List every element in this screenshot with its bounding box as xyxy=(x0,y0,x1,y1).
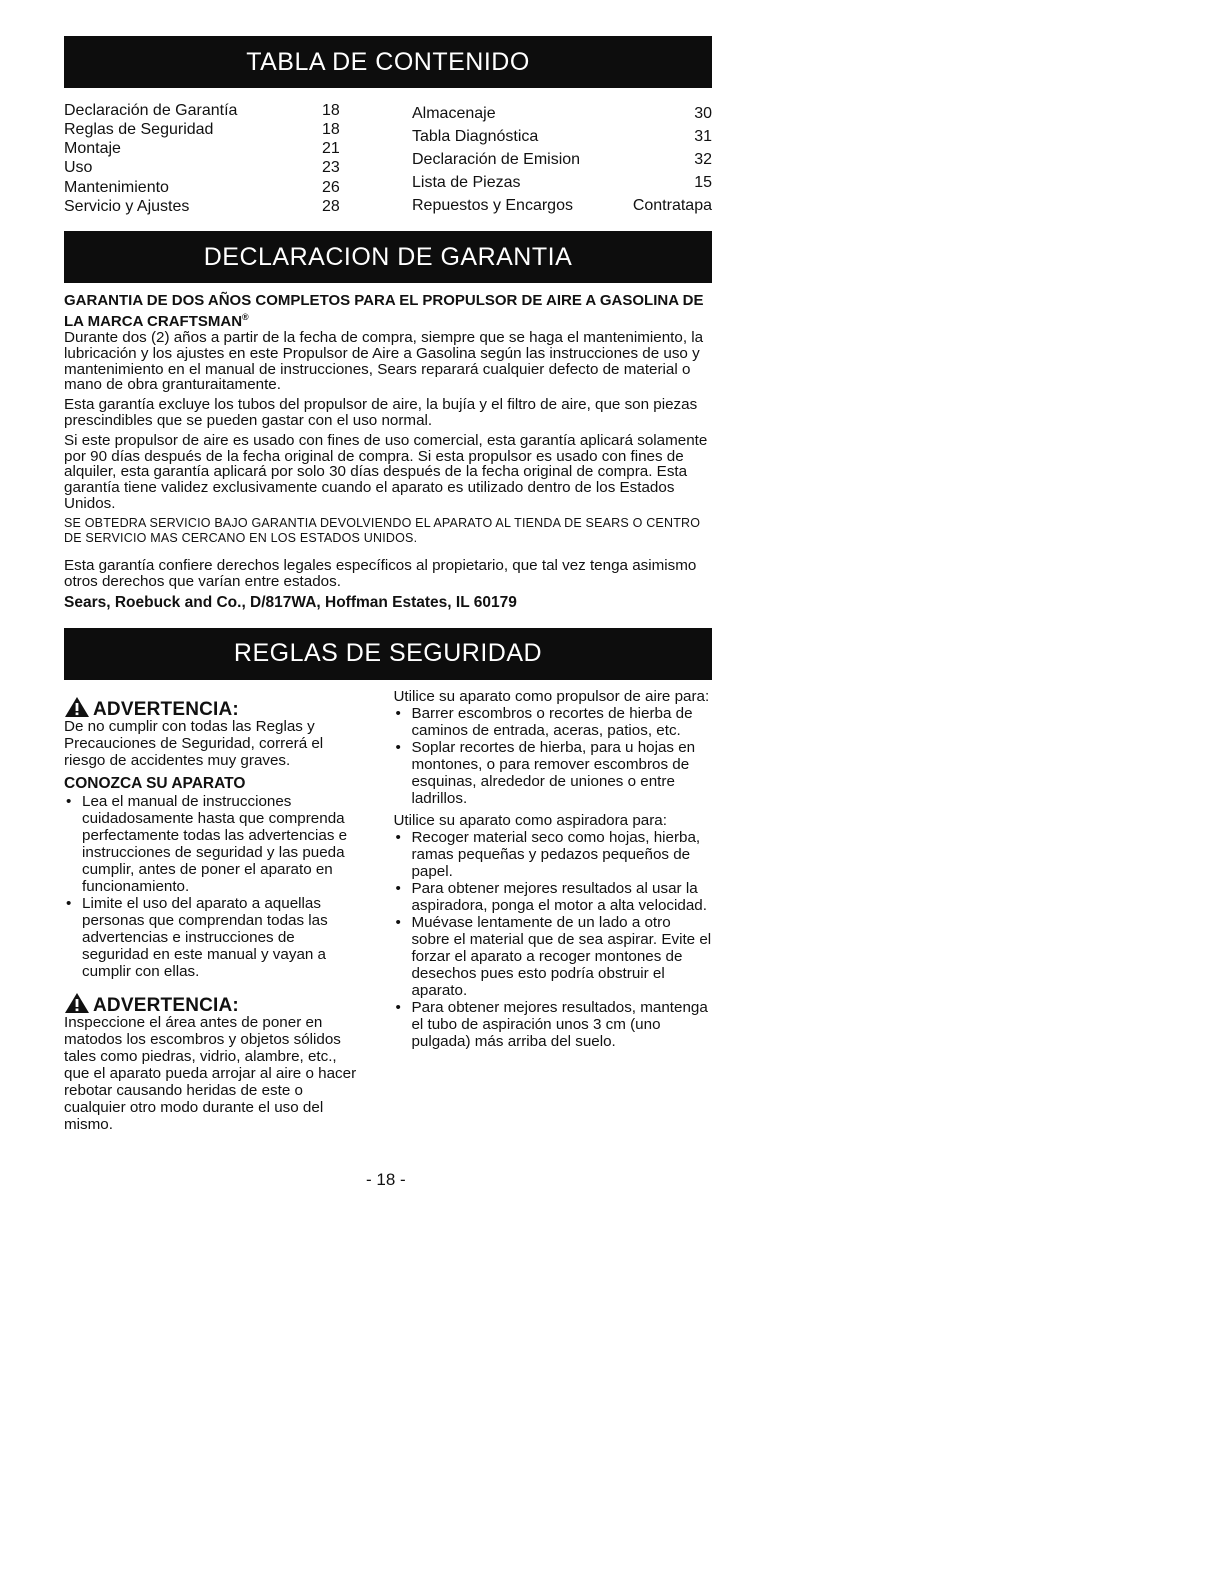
warning-label: ADVERTENCIA: xyxy=(93,698,239,720)
warranty-paragraph: Esta garantía excluye los tubos del propulsor de aire, la bujía y el filtro de aire, que son piezas prescindibles que se pueden gastar con el uso normal. xyxy=(64,396,698,429)
warning-triangle-icon xyxy=(64,992,90,1014)
toc-entry-title[interactable]: Declaración de Garantía xyxy=(64,102,238,119)
list-item: • Barrer escombros o recortes de hierba de caminos de entrada, aceras, patios, etc. xyxy=(393,705,712,739)
list-item: • Limite el uso del aparato a aquellas personas que comprendan todas las advertencias e instrucciones de seguridad en este manual y vayan a cumplir con ellas. xyxy=(64,895,357,980)
warranty-service-note: SE OBTEDRA SERVICIO BAJO GARANTIA DEVOLVIENDO EL APARATO AL TIENDA DE SEARS O CENTRO DE SERVICIO MAS CERCANO EN LOS ESTADOS UNIDOS. xyxy=(64,515,701,545)
toc-entry-page: 30 xyxy=(694,105,712,122)
toc-entry-title[interactable]: Reglas de Seguridad xyxy=(64,121,214,139)
warranty-paragraph: Durante dos (2) años a partir de la fecha de compra, siempre que se haga el mantenimiento, la lubricación y los ajustes en este Propulsor de Aire a Gasolina según las instrucciones de uso y mantenimiento en el manual de instrucciones, Sears reparará cualquier defecto de material o mano de obra granturaitamente. xyxy=(64,329,704,394)
toc-entry-title[interactable]: Montaje xyxy=(64,140,121,158)
toc-entry-page: 26 xyxy=(322,178,340,196)
toc-entry-page: 23 xyxy=(322,159,340,177)
safety-left-column xyxy=(64,684,357,1133)
warning-header xyxy=(64,696,357,718)
warning-text: De no cumplir con todas las Reglas y Precauciones de Seguridad, correrá el riesgo de accidentes muy graves. xyxy=(64,717,324,769)
toc-entry-title[interactable]: Servicio y Ajustes xyxy=(64,197,190,215)
toc-entry-title[interactable]: Lista de Piezas xyxy=(412,174,521,191)
toc-entry-page: 31 xyxy=(694,128,712,145)
toc-entry-title[interactable]: Repuestos y Encargos xyxy=(412,197,573,214)
toc-banner xyxy=(64,36,712,88)
safety-right-column xyxy=(393,688,712,1133)
know-heading: CONOZCA SU APARATO xyxy=(64,774,246,792)
safety-title: REGLAS DE SEGURIDAD xyxy=(233,639,543,668)
vacuum-list xyxy=(393,829,712,1050)
list-item: • Soplar recortes de hierba, para u hojas en montones, o para remover escombros de esquinas, alrededor de uniones o entre ladrillos. xyxy=(393,739,712,807)
list-item: • Lea el manual de instrucciones cuidadosamente hasta que comprenda perfectamente todas las advertencias e instrucciones de seguridad y las pueda cumplir, antes de poner el aparato en funcionamiento. xyxy=(64,793,357,895)
toc-entry-page: Contratapa xyxy=(632,197,712,214)
toc-entry-page: 32 xyxy=(694,151,712,168)
toc-entry-page: 21 xyxy=(322,140,340,158)
warranty-heading-text: GARANTIA DE DOS AÑOS COMPLETOS PARA EL PROPULSOR DE AIRE A GASOLINA DE LA MARCA CRAFTSMAN xyxy=(64,292,704,330)
warning-header xyxy=(64,992,357,1014)
list-item: • Para obtener mejores resultados, mantenga el tubo de aspiración unos 3 cm (uno pulgada) más arriba del suelo. xyxy=(393,999,712,1050)
manual-page xyxy=(64,36,712,1133)
warranty-paragraph: Si este propulsor de aire es usado con fines de uso comercial, esta garantía aplicará solamente por 90 días después de la fecha original de compra. Si esta propulsor es usado con fines de alquiler, esta garantía aplicará por solo 30 días después de la fecha original de compra. Esta garantía tiene validez exclusivamente cuando el aparato es utilizado dentro de los Estados Unidos. xyxy=(64,431,708,512)
list-item: • Recoger material seco como hojas, hierba, ramas pequeñas y pedazos pequeños de papel. xyxy=(393,829,712,880)
warning-label: ADVERTENCIA: xyxy=(93,994,239,1016)
toc-entry-page: 28 xyxy=(322,197,340,215)
blower-list xyxy=(393,705,712,807)
page-number: - 18 - xyxy=(366,1170,406,1189)
warranty-title: DECLARACION DE GARANTIA xyxy=(203,242,573,271)
safety-banner xyxy=(64,628,712,680)
vacuum-intro: Utilice su aparato como aspiradora para: xyxy=(393,811,667,829)
safety-columns xyxy=(64,684,712,1133)
warranty-heading xyxy=(64,293,712,330)
toc-left-column xyxy=(64,102,338,217)
toc-entry-title[interactable]: Uso xyxy=(64,159,93,177)
list-item: • Para obtener mejores resultados al usar la aspiradora, ponga el motor a alta velocidad. xyxy=(393,880,712,914)
list-item: • Muévase lentamente de un lado a otro sobre el material que de sea aspirar. Evite el forzar el aparato a recoger montones de desechos pues esto podría obstruir el aparato. xyxy=(393,914,712,999)
warning-block xyxy=(64,992,357,1133)
toc-entry-title[interactable]: Tabla Diagnóstica xyxy=(412,128,539,145)
warning-triangle-icon xyxy=(64,696,90,718)
toc-entry-title[interactable]: Declaración de Emision xyxy=(412,151,581,168)
toc-entry-page: 18 xyxy=(322,121,340,139)
warranty-address: Sears, Roebuck and Co., D/817WA, Hoffman Estates, IL 60179 xyxy=(64,593,517,611)
know-list xyxy=(64,793,357,980)
toc-entry-title[interactable]: Mantenimiento xyxy=(64,178,169,196)
table-of-contents xyxy=(64,102,712,217)
warranty-banner xyxy=(64,231,712,283)
warning-text: Inspeccione el área antes de poner en matodos los escombros y objetos sólidos tales como piedras, vidrio, alambre, etc., que el aparato pueda arrojar al aire o hacer rebotar causando heridas de este o cualquier otro modo durante el uso del mismo. xyxy=(64,1013,357,1133)
toc-title: TABLA DE CONTENIDO xyxy=(246,47,530,76)
toc-entry-page: 15 xyxy=(694,174,712,191)
warning-block xyxy=(64,696,357,769)
warranty-paragraph: Esta garantía confiere derechos legales específicos al propietario, que tal vez tenga asimismo otros derechos que varían entre estados. xyxy=(64,557,697,591)
blower-intro: Utilice su aparato como propulsor de aire para: xyxy=(393,687,710,705)
toc-entry-title[interactable]: Almacenaje xyxy=(412,105,496,122)
registered-mark: ® xyxy=(242,312,249,322)
toc-right-column xyxy=(412,102,712,217)
toc-entry-page: 18 xyxy=(322,102,340,119)
